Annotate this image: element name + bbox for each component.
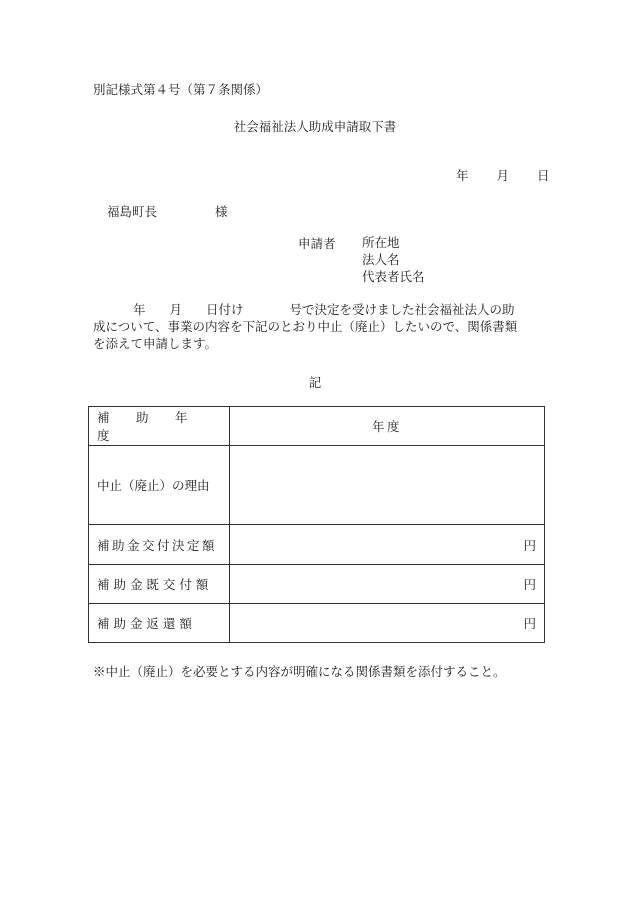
row-value-grant-refund: 円 xyxy=(230,604,545,643)
table-row xyxy=(89,565,545,604)
row-value-reason xyxy=(230,446,545,525)
applicant-fields xyxy=(362,234,425,285)
addressee xyxy=(107,202,228,220)
date-month: 月 xyxy=(496,168,510,183)
details-table xyxy=(88,406,545,643)
applicant-label: 申請者 xyxy=(298,236,336,251)
table-row xyxy=(89,446,545,525)
table-row xyxy=(89,407,545,446)
document-title: 社会福祉法人助成申請取下書 xyxy=(233,119,397,134)
row-label-reason: 中止（廃止）の理由 xyxy=(89,446,230,525)
form-number: 別記様式第４号（第７条関係） xyxy=(93,82,269,97)
body-line-1: 年 月 日付け 号で決定を受けました社会福祉法人の助 xyxy=(133,302,515,317)
addressee-honorific: 様 xyxy=(215,204,228,219)
row-value-grant-paid: 円 xyxy=(230,565,545,604)
ki-heading: 記 xyxy=(308,375,322,390)
footnote: ※中止（廃止）を必要とする内容が明確になる関係書類を添付すること。 xyxy=(93,664,506,679)
addressee-name: 福島町長 xyxy=(107,204,158,219)
table-row xyxy=(89,525,545,565)
row-label-fiscal-year: 補 助 年 度 xyxy=(89,407,230,446)
date-year: 年 xyxy=(456,168,469,183)
applicant-address-label: 所在地 xyxy=(362,235,400,250)
row-label-grant-paid: 補 助 金 既 交 付 額 xyxy=(89,565,230,604)
body-line-3: を添えて申請します。 xyxy=(93,336,218,351)
date-line xyxy=(456,166,550,184)
row-value-fiscal-year: 年度 xyxy=(230,407,545,446)
body-line-2: 成について、事業の内容を下記のとおり中止（廃止）したいので、関係書類 xyxy=(93,319,518,334)
applicant-corp-name-label: 法人名 xyxy=(362,252,400,267)
applicant-representative-label: 代表者氏名 xyxy=(362,269,425,284)
row-label-grant-decided: 補助金交付決定額 xyxy=(89,525,230,565)
row-label-grant-refund: 補 助 金 返 還 額 xyxy=(89,604,230,643)
body-paragraph xyxy=(93,301,551,352)
row-value-grant-decided: 円 xyxy=(230,525,545,565)
date-day: 日 xyxy=(537,168,550,183)
table-row xyxy=(89,604,545,643)
